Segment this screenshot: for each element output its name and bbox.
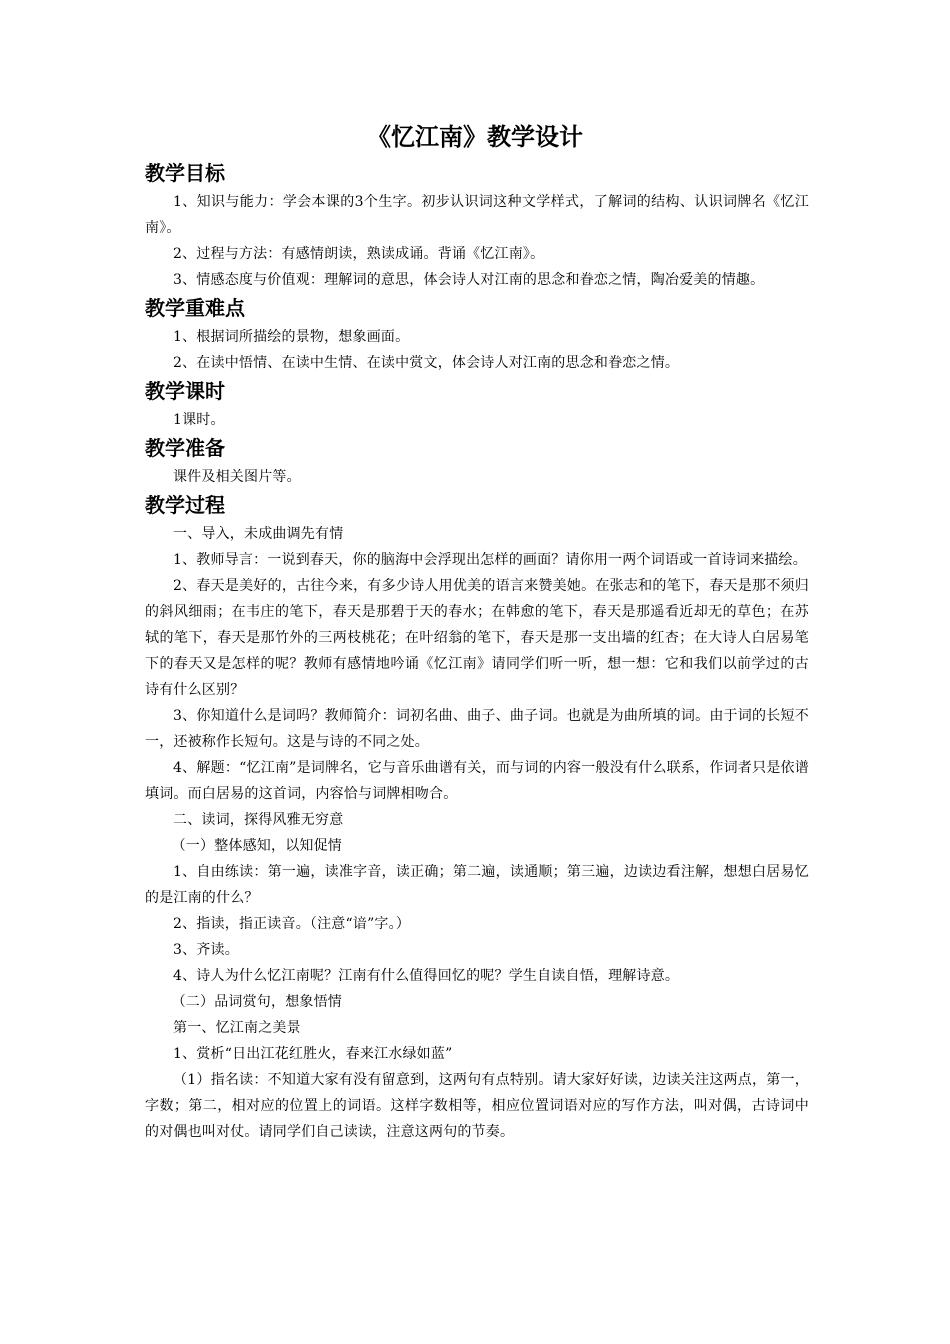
paragraph: 4、解题：“忆江南”是词牌名，它与音乐曲谱有关，而与词的内容一般没有什么联系，作词者只是依谱填词。而白居易的这首词，内容恰与词牌相吻合。 xyxy=(145,760,809,802)
paragraph: （二）品词赏句，想象悟情 xyxy=(171,994,342,1010)
document-title: 《忆江南》教学设计 xyxy=(367,123,583,151)
paragraph: （1）指名读：不知道大家有没有留意到，这两句有点特别。请大家好好读，边读关注这两点，第一，字数；第二，相对应的位置上的词语。这样字数相等，相应位置词语对应的写作方法，叫对偶，古诗词中的对偶也叫对仗。请同学们自己读读，注意这两句的节奏。 xyxy=(145,1072,809,1140)
paragraph: 二、读词，探得风雅无穷意 xyxy=(173,812,344,828)
paragraph: 1、赏析“日出江花红胜火，春来江水绿如蓝” xyxy=(173,1046,453,1062)
paragraph: 3、情感态度与价值观：理解词的意思，体会诗人对江南的思念和眷恋之情，陶冶爱美的情趣。 xyxy=(173,272,765,288)
paragraph: 3、你知道什么是词吗？教师简介：词初名曲、曲子、曲子词。也就是为曲所填的词。由于词的长短不一，还被称作长短句。这是与诗的不同之处。 xyxy=(145,708,809,750)
paragraph: 1、自由练读：第一遍，读准字音，读正确；第二遍，读通顺；第三遍，边读边看注解，想想白居易忆的是江南的什么？ xyxy=(145,864,809,906)
paragraph: 2、指读，指正读音。（注意“谙”字。） xyxy=(173,916,411,932)
heading-hours: 教学课时 xyxy=(145,379,225,403)
paragraph: 课件及相关图片等。 xyxy=(173,469,301,485)
paragraph: 2、春天是美好的，古往今来，有多少诗人用优美的语言来赞美她。在张志和的笔下，春天是那不须归的斜风细雨；在韦庄的笔下，春天是那碧于天的春水；在韩愈的笔下，春天是那遥看近却无的草色；在苏轼的笔下，春天是那竹外的三两枝桃花；在叶绍翁的笔下，春天是那一支出墙的红杏；在大诗人白居易笔下的春天又是怎样的呢？教师有感情地吟诵《忆江南》请同学们听一听，想一想：它和我们以前学过的古诗有什么区别？ xyxy=(145,578,809,698)
paragraph: 3、齐读。 xyxy=(173,942,239,958)
heading-prep: 教学准备 xyxy=(145,436,225,460)
paragraph: （一）整体感知，以知促情 xyxy=(171,838,342,854)
paragraph: 4、诗人为什么忆江南呢？江南有什么值得回忆的呢？学生自读自悟，理解诗意。 xyxy=(173,968,680,984)
document-body xyxy=(145,158,809,1145)
paragraph: 一、导入，未成曲调先有情 xyxy=(173,526,344,542)
heading-objectives: 教学目标 xyxy=(145,161,225,185)
paragraph: 2、过程与方法：有感情朗读，熟读成诵。背诵《忆江南》。 xyxy=(173,246,545,262)
paragraph: 1、知识与能力：学会本课的3个生字。初步认识词这种文学样式，了解词的结构、认识词牌名《忆江南》。 xyxy=(145,194,809,236)
paragraph: 第一、忆江南之美景 xyxy=(173,1020,301,1036)
paragraph: 1、教师导言：一说到春天，你的脑海中会浮现出怎样的画面？请你用一两个词语或一首诗词来描绘。 xyxy=(173,552,807,568)
paragraph: 2、在读中悟情、在读中生情、在读中赏文，体会诗人对江南的思念和眷恋之情。 xyxy=(173,355,680,371)
heading-key-points: 教学重难点 xyxy=(145,296,245,320)
paragraph: 1、根据词所描绘的景物，想象画面。 xyxy=(173,329,410,345)
paragraph: 1课时。 xyxy=(173,412,225,428)
heading-process: 教学过程 xyxy=(145,493,225,517)
